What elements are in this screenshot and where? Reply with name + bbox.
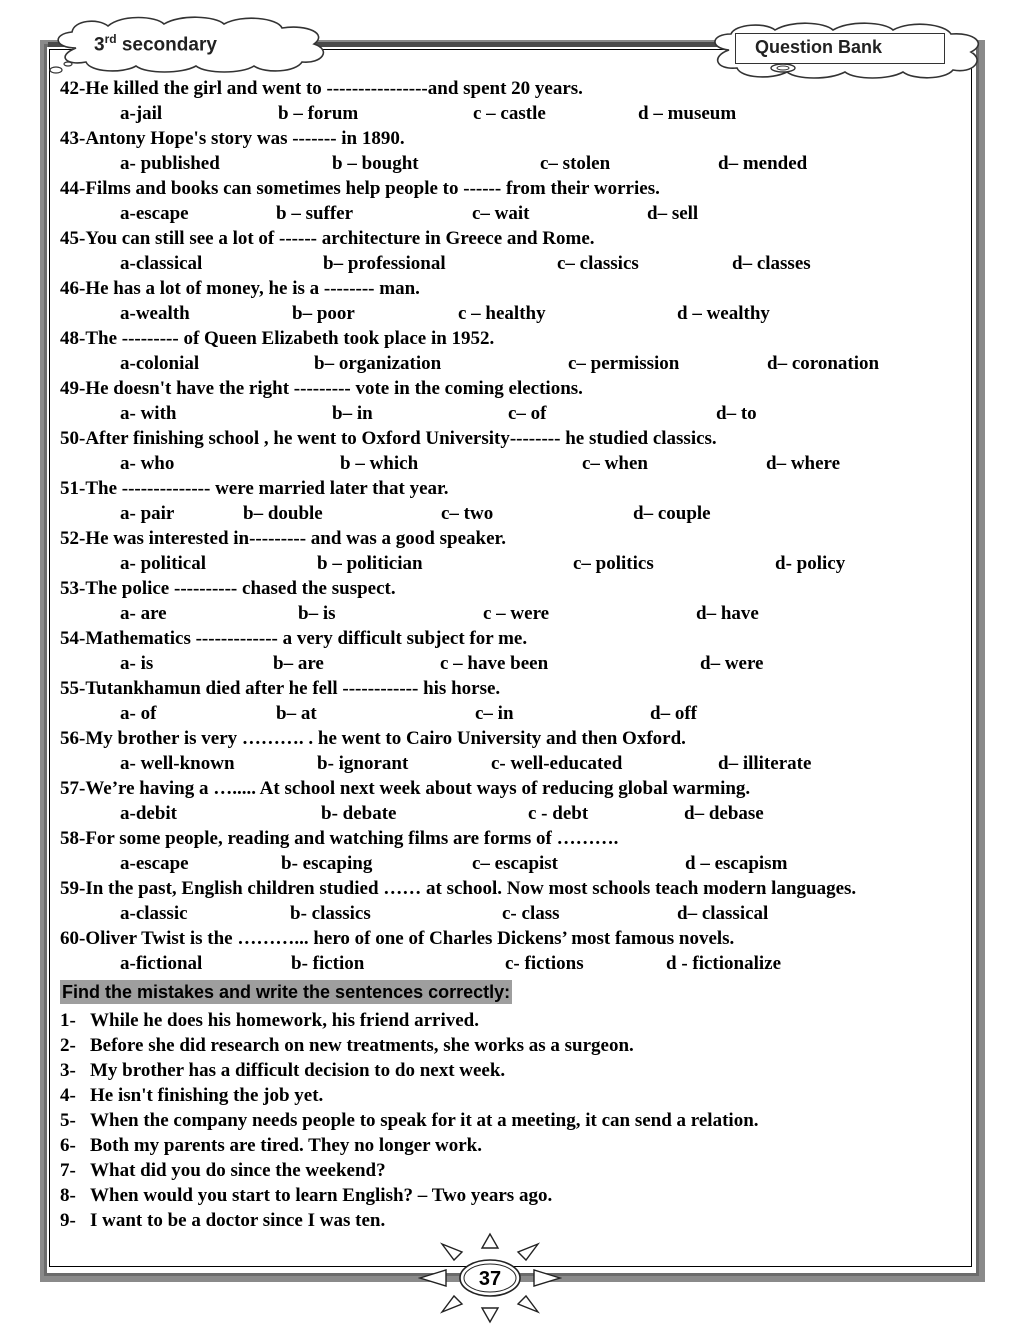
answer-option: c- fictions (505, 953, 584, 974)
sentence-text: When would you start to learn English? – Two years ago. (90, 1185, 553, 1206)
answer-option: c - debt (528, 803, 589, 824)
answer-option: a-fictional (120, 953, 203, 974)
answer-option: a- with (120, 403, 177, 424)
answer-option: d– where (766, 453, 841, 474)
answer-option: a-escape (120, 203, 189, 224)
question-text: 52-He was interested in--------- and was a good speaker. (60, 528, 506, 549)
answer-options (60, 551, 980, 576)
question-text: 57-We’re having a …..... At school next week about ways of reducing global warming. (60, 778, 751, 799)
answer-option: a- who (120, 453, 175, 474)
answer-option: b – politician (317, 553, 423, 574)
answer-option: c– stolen (540, 153, 611, 174)
answer-option: a-debit (120, 803, 177, 824)
answer-option: a-classical (120, 253, 203, 274)
question-item (60, 326, 980, 376)
answer-option: d– classical (677, 903, 769, 924)
sentence-text: I want to be a doctor since I was ten. (90, 1210, 386, 1231)
sentence-text: While he does his homework, his friend arrived. (90, 1010, 479, 1031)
answer-option: d– to (716, 403, 757, 424)
question-item (60, 576, 980, 626)
question-text: 44-Films and books can sometimes help people to ------ from their worries. (60, 178, 660, 199)
question-text: 49-He doesn't have the right --------- vote in the coming elections. (60, 378, 583, 399)
item-number: 8- (60, 1185, 76, 1206)
answer-option: d– illiterate (718, 753, 812, 774)
answer-option: a- pair (120, 503, 175, 524)
item-number: 9- (60, 1210, 76, 1231)
answer-options (60, 151, 980, 176)
answer-options (60, 851, 980, 876)
question-item (60, 476, 980, 526)
answer-options (60, 651, 980, 676)
question-item (60, 226, 980, 276)
answer-option: d– off (650, 703, 697, 724)
answer-options (60, 351, 980, 376)
question-item (60, 276, 980, 326)
answer-options (60, 401, 980, 426)
answer-options (60, 951, 980, 976)
answer-option: a-wealth (120, 303, 190, 324)
answer-option: c– of (508, 403, 547, 424)
answer-option: b- classics (290, 903, 371, 924)
question-item (60, 176, 980, 226)
answer-option: a-classic (120, 903, 188, 924)
question-text: 51-The -------------- were married later that year. (60, 478, 449, 499)
answer-options (60, 901, 980, 926)
question-item (60, 126, 980, 176)
answer-option: d– couple (633, 503, 711, 524)
question-text: 43-Antony Hope's story was ------- in 1890. (60, 128, 405, 149)
question-item (60, 676, 980, 726)
answer-option: d – escapism (685, 853, 788, 874)
answer-option: b– organization (314, 353, 442, 374)
questions-list (60, 76, 980, 976)
item-number: 2- (60, 1035, 76, 1056)
answer-option: b– professional (323, 253, 446, 274)
answer-option: d– mended (718, 153, 808, 174)
sentence-text: He isn't finishing the job yet. (90, 1085, 324, 1106)
answer-option: c– wait (472, 203, 530, 224)
question-item (60, 776, 980, 826)
answer-option: b– at (276, 703, 317, 724)
question-text: 59-In the past, English children studied …… at school. Now most schools teach modern languages. (60, 878, 857, 899)
page-number: 37 (478, 1268, 502, 1290)
answer-options (60, 451, 980, 476)
answer-options (60, 301, 980, 326)
question-text: 42-He killed the girl and went to ----------------and spent 20 years. (60, 78, 583, 99)
answer-options (60, 101, 980, 126)
answer-option: a- well-known (120, 753, 235, 774)
answer-option: b- ignorant (317, 753, 409, 774)
question-item (60, 526, 980, 576)
answer-option: c– in (475, 703, 514, 724)
question-item (60, 876, 980, 926)
answer-option: c- well-educated (491, 753, 623, 774)
answer-option: a- published (120, 153, 220, 174)
answer-option: d– coronation (767, 353, 880, 374)
answer-option: b– double (243, 503, 323, 524)
answer-option: b– is (298, 603, 336, 624)
answer-option: b – which (340, 453, 419, 474)
question-text: 45-You can still see a lot of ------ architecture in Greece and Rome. (60, 228, 595, 249)
answer-option: c – have been (440, 653, 549, 674)
question-text: 53-The police ---------- chased the suspect. (60, 578, 396, 599)
question-text: 48-The --------- of Queen Elizabeth took place in 1952. (60, 328, 495, 349)
answer-option: c– permission (568, 353, 680, 374)
mistakes-section-title: Find the mistakes and write the sentences correctly: (62, 982, 511, 1002)
answer-option: c – castle (473, 103, 546, 124)
question-text: 58-For some people, reading and watching films are forms of ………. (60, 828, 619, 849)
question-text: 56-My brother is very ………. . he went to Cairo University and then Oxford. (60, 728, 686, 749)
section-label: Question Bank (755, 37, 883, 57)
answer-options (60, 601, 980, 626)
item-number: 1- (60, 1010, 76, 1031)
answer-option: b– in (332, 403, 373, 424)
answer-option: a-jail (120, 103, 163, 124)
item-number: 6- (60, 1135, 76, 1156)
answer-options (60, 701, 980, 726)
answer-option: b – forum (278, 103, 359, 124)
question-text: 55-Tutankhamun died after he fell ------------ his horse. (60, 678, 501, 699)
answer-option: c – healthy (458, 303, 546, 324)
item-number: 4- (60, 1085, 76, 1106)
answer-option: c– two (441, 503, 494, 524)
sentence-text: Before she did research on new treatments, she works as a surgeon. (90, 1035, 634, 1056)
question-text: 54-Mathematics ------------- a very difficult subject for me. (60, 628, 528, 649)
answer-option: d - fictionalize (666, 953, 782, 974)
answer-option: c– when (582, 453, 648, 474)
sentence-text: Both my parents are tired. They no longer work. (90, 1135, 482, 1156)
answer-option: a-escape (120, 853, 189, 874)
answer-option: c- class (502, 903, 560, 924)
question-item (60, 376, 980, 426)
answer-option: c– politics (573, 553, 654, 574)
question-item (60, 926, 980, 976)
answer-option: b– are (273, 653, 324, 674)
answer-option: a- political (120, 553, 207, 574)
question-text: 60-Oliver Twist is the ………... hero of one of Charles Dickens’ most famous novels. (60, 928, 735, 949)
answer-option: a- are (120, 603, 167, 624)
question-item (60, 626, 980, 676)
question-item (60, 426, 980, 476)
answer-option: a- of (120, 703, 157, 724)
item-number: 7- (60, 1160, 76, 1181)
answer-option: d – museum (638, 103, 737, 124)
answer-option: d– have (696, 603, 759, 624)
answer-option: d– debase (684, 803, 764, 824)
question-item (60, 76, 980, 126)
answer-options (60, 201, 980, 226)
answer-option: c– escapist (472, 853, 559, 874)
question-text: 46-He has a lot of money, he is a -------- man. (60, 278, 420, 299)
answer-option: d – wealthy (677, 303, 770, 324)
sentence-text: What did you do since the weekend? (90, 1160, 386, 1181)
question-text: 50-After finishing school , he went to Oxford University-------- he studied classics. (60, 428, 717, 449)
answer-option: d- policy (775, 553, 846, 574)
answer-option: d– were (700, 653, 764, 674)
question-item (60, 726, 980, 776)
answer-option: b – bought (332, 153, 419, 174)
answer-option: b- escaping (281, 853, 373, 874)
answer-option: b – suffer (276, 203, 354, 224)
item-number: 3- (60, 1060, 76, 1081)
item-number: 5- (60, 1110, 76, 1131)
sentence-text: My brother has a difficult decision to do next week. (90, 1060, 506, 1081)
answer-option: d– sell (647, 203, 699, 224)
question-item (60, 826, 980, 876)
answer-options (60, 501, 980, 526)
answer-option: d– classes (732, 253, 811, 274)
answer-option: b– poor (292, 303, 355, 324)
answer-option: c– classics (557, 253, 639, 274)
answer-option: b- fiction (291, 953, 365, 974)
answer-option: c – were (483, 603, 550, 624)
answer-options (60, 251, 980, 276)
grade-label: 3rd secondary (94, 32, 217, 56)
sentence-text: When the company needs people to speak for it at a meeting, it can send a relation. (90, 1110, 759, 1131)
answer-options (60, 801, 980, 826)
answer-option: a-colonial (120, 353, 200, 374)
answer-options (60, 751, 980, 776)
answer-option: b- debate (321, 803, 397, 824)
answer-option: a- is (120, 653, 154, 674)
